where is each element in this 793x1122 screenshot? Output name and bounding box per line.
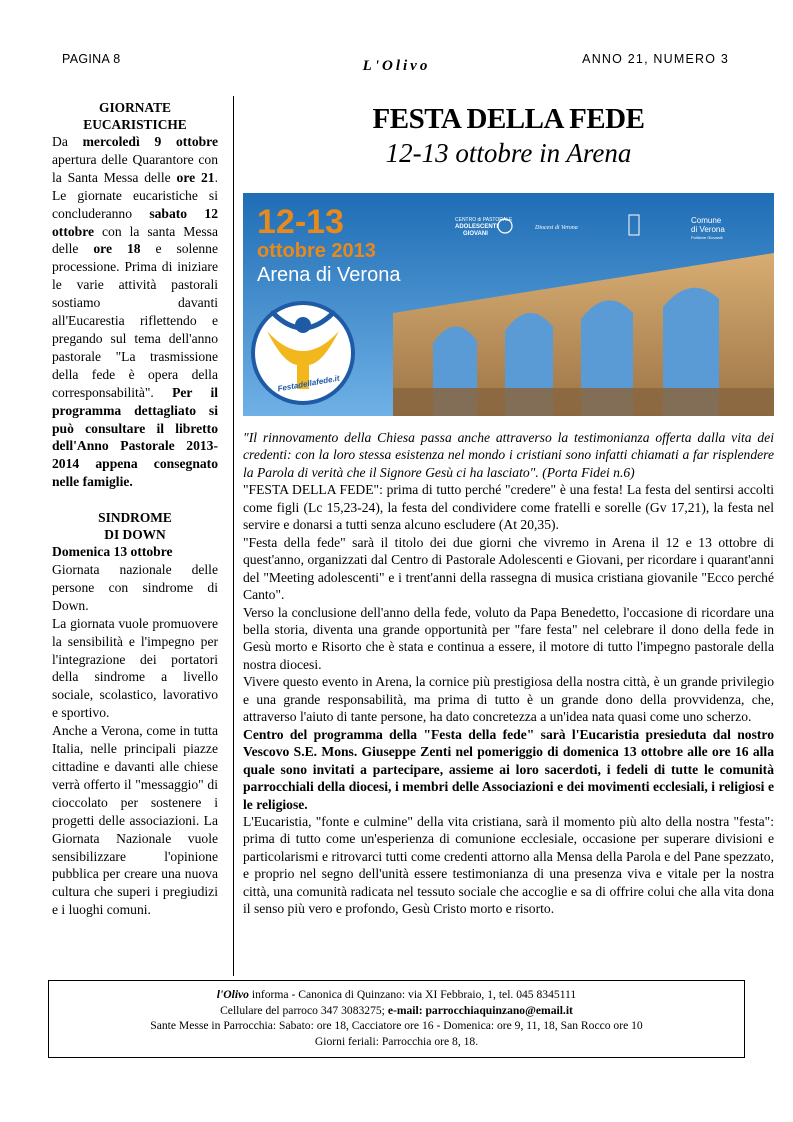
porta-fidei-quote: "Il rinnovamento della Chiesa passa anche attraverso la testimonianza offerta dalla vita dei credenti: con la loro stessa esistenza nel mondo i cristiani sono infatti chiamati a far risplendere la Parola di verità che il Signore Gesù ci ha lasciato". (Porta Fidei n.6) [243, 430, 774, 480]
footer-line3: Sante Messe in Parrocchia: Sabato: ore 18, Cacciatore ore 16 - Domenica: ore 9, 11, 18, San Rocco ore 10 [150, 1019, 643, 1032]
banner-date: 12-13 [257, 203, 344, 241]
masthead: L'Olivo [362, 58, 431, 74]
sponsor2-text: Diocesi di Verona [535, 225, 578, 231]
article-p6: L'Eucaristia, "fonte e culmine" della vita cristiana, sarà il momento più alto della nostra "festa": prima di tutto come un'esperienza di comunione ecclesiale, occasione per superare divisioni e particolarismi e ritrovarci tutti come credenti attorno alla Mensa della Parola e del Pane spezzato, e proprio nel segno dell'unità essere testimonianza di una presenza viva e vitale per la nostra città, una comunità radicata nel tessuto sociale che accoglie e sa di offrire colui che alla vita dona il senso più vero e profondo, Gesù Cristo morto e risorto. [243, 813, 774, 917]
footer-line4: Giorni feriali: Parrocchia ore 8, 18. [314, 1034, 479, 1048]
down-p3: Anche a Verona, come in tutta Italia, nelle principali piazze cittadine e davanti alle chiese verrà offerto il "messaggio" di cioccolato per sostenere i progetti delle associazioni. La Giornata Nazionale vuole sensibilizzare l'opinione pubblica per creare una nuova cultura che superi i pregiudizi e i luoghi comuni. [52, 723, 218, 918]
banner-venue: Arena di Verona [257, 264, 401, 286]
column-divider [233, 96, 234, 976]
article-subtitle: 12-13 ottobre in Arena [385, 138, 632, 168]
article-p4: Vivere questo evento in Arena, la cornice più prestigiosa della nostra città, è un grande privilegio e una grande responsabilità, ma prima di tutto è un grande dono della provvidenza, che, attraverso l'aiuto di tante persone, ha dato concretezza a un'idea nata quasi come uno scherzo. [243, 674, 774, 725]
banner-month: ottobre 2013 [257, 240, 376, 262]
article-body [243, 429, 774, 918]
festadellafede-logo-icon [253, 303, 353, 403]
sponsor1-line1: CENTRO di PASTORALE [455, 217, 513, 223]
footer-line2: Cellulare del parroco 347 3083275; e-mail: parrocchiaquinzano@email.it [220, 1003, 573, 1017]
down-p1: Giornata nazionale delle persone con sindrome di Down. [52, 562, 218, 613]
article-p2: "Festa della fede" sarà il titolo dei due giorni che vivremo in Arena il 12 e 13 ottobre di quest'anno, organizzati dal Centro di Pastorale Adolescenti e Giovani, per ricordare i quarant'anni del "Meeting adolescenti" e i trent'anni della rassegna di musica cristiana giovanile "Ecco perché Canto". [243, 534, 774, 603]
left-column [52, 100, 218, 919]
down-p2: La giornata vuole promuovere la sensibilità e l'impegno per l'integrazione dei portatori della sindrome a livello sociale, scolastico, lavorativo e sportivo. [52, 615, 218, 721]
giornate-title: GIORNATE EUCARISTICHE [83, 100, 187, 132]
footer-info-box [48, 980, 745, 1058]
article-p1: "FESTA DELLA FEDE": prima di tutto perché "credere" è una festa! La festa del sentirsi accolti come figli (Lc 15,23-24), la festa del condividere come fratelli e sorelle (Gv 17,21), la festa nel servire e donarsi a tutti senza alcuno escludere (At 20,35). [243, 482, 774, 533]
article-p5: Centro del programma della "Festa della fede" sarà l'Eucaristia presieduta dal nostro Vescovo S.E. Mons. Giuseppe Zenti nel pomeriggio di domenica 13 ottobre alle ore 16 alla quale sono invitati a partecipare, assieme ai loro sacerdoti, i fedeli di tutte le comunità parrocchiali della diocesi, i membri delle Associazioni e dei movimenti ecclesiali, i religiosi e le religiose. [243, 726, 774, 812]
logo-text: Festadellafede.it [276, 373, 341, 394]
footer-email[interactable]: e-mail: parrocchiaquinzano@email.it [387, 1003, 573, 1017]
sponsor1-line2: ADOLESCENTI [455, 224, 499, 230]
issue-number: ANNO 21, NUMERO 3 [582, 52, 729, 66]
festa-banner-image [243, 193, 774, 416]
page-number: PAGINA 8 [62, 52, 121, 66]
giornate-text: Da mercoledì 9 ottobre apertura delle Quarantore con la Santa Messa delle ore 21. Le giornate eucaristiche si concluderanno sabato 12 ottobre con la santa Messa delle ore 18 e solenne processione. Prima di iniziare le varie attività pastorali sostiamo davanti all'Eucarestia riflettendo e pregando sul tema dell'anno pastorale "La trasmissione della fede è opera della corresponsabilità". Per il programma dettagliato si può consultare il libretto dell'Anno Pastorale 2013-2014 appena consegnato nelle famiglie. [52, 134, 219, 490]
sponsor1-line3: GIOVANI [463, 231, 488, 237]
article-header [243, 103, 774, 169]
article-p3: Verso la conclusione dell'anno della fede, voluto da Papa Benedetto, l'occasione di ricordare una bella storia, diventa una grande opportunità per "fare festa" nel celebrare il dono della fede in Gesù morto e Risorto che è stata e continua a essere, il motore di tutto l'impegno pastorale della nostra diocesi. [243, 604, 774, 672]
sponsor4-line1: Comune [691, 216, 722, 225]
down-date: Domenica 13 ottobre [52, 544, 173, 560]
sponsor4-line2: di Verona [691, 225, 725, 234]
down-title: SINDROME DI DOWN [98, 510, 172, 542]
sponsor4-line3: Politiche Giovanili [691, 235, 723, 240]
article-title: FESTA DELLA FEDE [372, 103, 645, 135]
footer-line1: l'Olivo informa - Canonica di Quinzano: via XI Febbraio, 1, tel. 045 8345111 [216, 988, 577, 1001]
